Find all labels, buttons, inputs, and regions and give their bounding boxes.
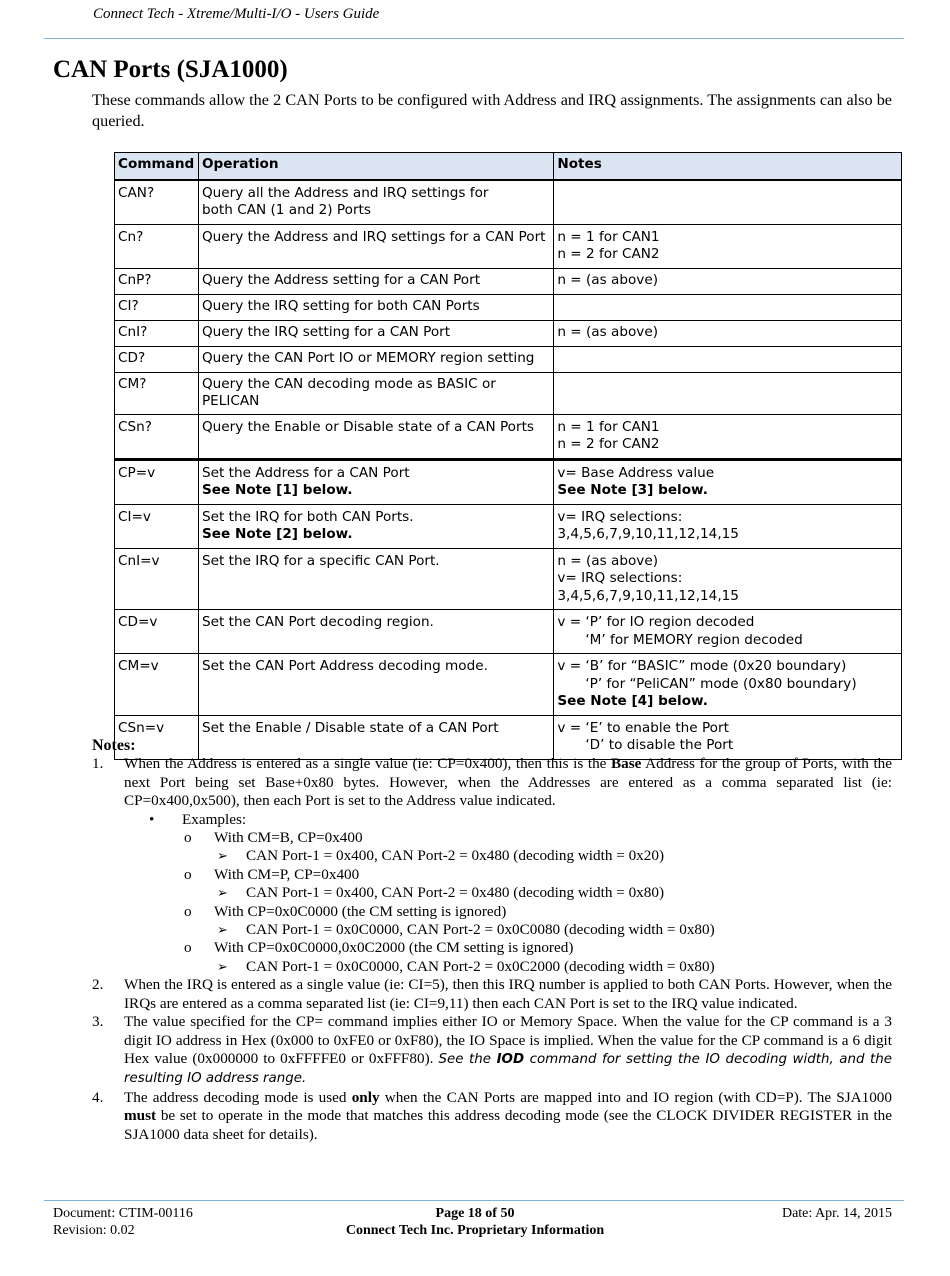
operation-cell [198, 654, 553, 716]
notes-line: v = ‘B’ for “BASIC” mode (0x20 boundary) [557, 658, 847, 674]
table-row [115, 654, 902, 716]
circle-bullet-icon: o [184, 939, 192, 957]
command-cell: CD? [115, 346, 199, 372]
circle-bullet-icon: o [184, 829, 192, 847]
operation-line: both CAN (1 and 2) Ports [201, 202, 371, 218]
revision: Revision: 0.02 [53, 1223, 135, 1238]
table-row [115, 320, 902, 346]
arrow-bullet-icon: ➢ [217, 922, 228, 938]
notes-cell [554, 224, 902, 268]
operation-line: Query the Address and IRQ settings for a CAN Port [201, 228, 546, 245]
note-number: 3. [92, 1013, 104, 1031]
note-bold-text: only [351, 1088, 380, 1106]
column-header-command: Command [115, 153, 199, 180]
operation-cell [198, 224, 553, 268]
operation-cell [198, 268, 553, 294]
bullet-text: Examples: [182, 810, 247, 828]
table-row [115, 224, 902, 268]
table-row [115, 504, 902, 548]
note-number: 4. [92, 1088, 104, 1106]
operation-line: Query the Address setting for a CAN Port [201, 271, 481, 288]
notes-line: v = ‘E’ to enable the Port [557, 719, 729, 736]
notes-line: n = 2 for CAN2 [557, 436, 660, 452]
notes-line: ‘P’ for “PeliCAN” mode (0x80 boundary) [585, 675, 857, 692]
notes-cell [554, 610, 902, 654]
example-result [92, 847, 892, 865]
command-cell: CI? [115, 294, 199, 320]
table-row [115, 459, 902, 504]
notes-line: n = 2 for CAN2 [557, 246, 660, 262]
note-text: When the Address is entered as a single value (ie: CP=0x400), then this is the [124, 755, 612, 773]
notes-line: n = (as above) [557, 271, 659, 288]
notes-line: n = 1 for CAN1 [557, 418, 660, 435]
section-intro: These commands allow the 2 CAN Ports to be configured with Address and IRQ assignments. The assignments can also be queried. [92, 91, 892, 130]
footer-divider [44, 1200, 904, 1201]
command-cell: CM? [115, 372, 199, 414]
operation-cell [198, 320, 553, 346]
note-text: Address for the group of Ports, with the next Port being set Base+0x80 bytes. However, when the Addresses are entered as a comma separated list (ie: CP=0x400,0x500), then each Port is set to the Address value indicated. [124, 755, 892, 810]
examples-bullet [92, 811, 892, 829]
notes-line: v = ‘P’ for IO region decoded [557, 614, 755, 630]
notes-cell [554, 346, 902, 372]
example-setting: With CP=0x0C0000 (the CM setting is ignored) [214, 902, 507, 920]
table-row [115, 610, 902, 654]
column-header-notes: Notes [554, 153, 902, 180]
example-item [92, 866, 892, 884]
column-header-operation: Operation [198, 153, 553, 180]
notes-section [92, 737, 892, 1144]
notes-line: ‘M’ for MEMORY region decoded [585, 631, 803, 648]
footer-date: Date: Apr. 14, 2015 [781, 1206, 892, 1221]
command-cell: CSn? [115, 414, 199, 459]
operation-cell [198, 346, 553, 372]
notes-cell [554, 459, 902, 504]
notes-heading: Notes: [92, 737, 136, 754]
table-body [115, 180, 902, 760]
command-cell: Cn? [115, 224, 199, 268]
circle-bullet-icon: o [184, 865, 192, 883]
notes-cell [554, 504, 902, 548]
arrow-bullet-icon: ➢ [217, 848, 228, 864]
note-bold-text: must [124, 1107, 157, 1125]
command-cell: CI=v [115, 504, 199, 548]
example-result-text: CAN Port-1 = 0x0C0000, CAN Port-2 = 0x0C0080 (decoding width = 0x80) [246, 921, 715, 939]
table-row [115, 346, 902, 372]
note-2 [92, 976, 892, 1013]
command-cell: CnI? [115, 320, 199, 346]
notes-cell [554, 180, 902, 225]
example-setting: With CP=0x0C0000,0x0C2000 (the CM setting is ignored) [214, 939, 574, 957]
note-text: When the IRQ is entered as a single value (ie: CI=5), then this IRQ number is applied to both CAN Ports. However, when the IRQs are entered as a comma separated list (ie: CI=9,11) then each CAN Port is set to the IRQ value indicated. [124, 976, 892, 1012]
operation-line: Set the CAN Port Address decoding mode. [201, 658, 488, 674]
table-row [115, 372, 902, 414]
operation-line: Query the Enable or Disable state of a CAN Ports [201, 418, 534, 435]
operation-line: Set the IRQ for both CAN Ports. [201, 508, 414, 525]
operation-line: Set the CAN Port decoding region. [201, 614, 434, 630]
note-3 [92, 1013, 892, 1089]
operation-line: Query all the Address and IRQ settings for [201, 184, 489, 201]
operation-note-ref: See Note [2] below. [201, 526, 353, 542]
example-item [92, 939, 892, 957]
operation-cell [198, 180, 553, 225]
command-cell: CnI=v [115, 548, 199, 610]
section-title: CAN Ports (SJA1000) [53, 56, 288, 83]
note-4 [92, 1089, 892, 1144]
operation-line: Set the Address for a CAN Port [201, 464, 410, 481]
note-number: 1. [92, 755, 104, 773]
table-row [115, 414, 902, 459]
example-item [92, 829, 892, 847]
operation-cell [198, 372, 553, 414]
operation-line: Set the Enable / Disable state of a CAN Port [201, 719, 499, 736]
table-header-row [115, 153, 902, 180]
note-number: 2. [92, 976, 104, 994]
operation-line: Query the CAN decoding mode as BASIC or PELICAN [201, 375, 496, 409]
example-result [92, 921, 892, 939]
notes-cell [554, 548, 902, 610]
note-bold-text: Base [611, 755, 642, 773]
note-text: The value specified for the CP= command implies either IO or Memory Space. When the value for the CP command is a 3 digit IO address in Hex (0x000 to 0xFE0 or 0xF80), the IO Space is implied. When the value for the CP command is a 6 digit Hex value (0x000000 to 0xFFFFE0 or 0xFFF80). [124, 1013, 892, 1067]
notes-cell [554, 414, 902, 459]
operation-cell [198, 548, 553, 610]
notes-line: ‘D’ to disable the Port [585, 737, 734, 753]
note-text: when the CAN Ports are mapped into and IO region (with CD=P). The SJA1000 [379, 1088, 892, 1106]
notes-line: v= IRQ selections: [557, 508, 683, 525]
notes-cell [554, 320, 902, 346]
running-header: Connect Tech - Xtreme/Multi-I/O - Users Guide [93, 6, 380, 22]
notes-line: n = (as above) [557, 323, 659, 340]
table-row [115, 268, 902, 294]
proprietary-notice: Connect Tech Inc. Proprietary Information [345, 1223, 605, 1238]
example-result-text: CAN Port-1 = 0x400, CAN Port-2 = 0x480 (decoding width = 0x20) [246, 847, 665, 865]
notes-line: 3,4,5,6,7,9,10,11,12,14,15 [557, 587, 739, 604]
notes-cell [554, 372, 902, 414]
operation-note-ref: See Note [1] below. [201, 482, 353, 498]
example-result-text: CAN Port-1 = 0x0C0000, CAN Port-2 = 0x0C2000 (decoding width = 0x80) [246, 957, 715, 975]
notes-cell [554, 294, 902, 320]
can-commands-table [114, 152, 902, 760]
operation-line: Query the CAN Port IO or MEMORY region setting [201, 349, 535, 366]
example-setting: With CM=B, CP=0x400 [214, 829, 363, 847]
note-1 [92, 755, 892, 810]
header-divider [44, 38, 904, 39]
operation-cell [198, 459, 553, 504]
note-text: be set to operate in the mode that matches this address decoding mode (see the CLOCK DIVIDER REGISTER in the SJA1000 data sheet for details). [124, 1107, 892, 1143]
notes-line: 3,4,5,6,7,9,10,11,12,14,15 [557, 526, 739, 542]
document-id: Document: CTIM-00116 [53, 1206, 193, 1221]
command-cell: CP=v [115, 459, 199, 504]
notes-cell [554, 268, 902, 294]
notes-line: v= IRQ selections: [557, 570, 683, 586]
note-text: The address decoding mode is used [124, 1088, 352, 1106]
arrow-bullet-icon: ➢ [217, 885, 228, 901]
example-result [92, 958, 892, 976]
example-result [92, 884, 892, 902]
operation-line: Set the IRQ for a specific CAN Port. [201, 552, 440, 569]
operation-line: Query the IRQ setting for both CAN Ports [201, 297, 480, 314]
command-cell: CAN? [115, 180, 199, 225]
example-item [92, 903, 892, 921]
table-row [115, 548, 902, 610]
examples-list [92, 829, 892, 976]
operation-cell [198, 414, 553, 459]
notes-cell [554, 654, 902, 716]
operation-cell [198, 294, 553, 320]
command-cell: CSn=v [115, 715, 199, 759]
operation-cell [198, 610, 553, 654]
bullet-icon: • [149, 810, 155, 828]
notes-line: n = 1 for CAN1 [557, 228, 660, 245]
arrow-bullet-icon: ➢ [217, 958, 228, 974]
command-cell: CD=v [115, 610, 199, 654]
operation-line: Query the IRQ setting for a CAN Port [201, 323, 451, 340]
note-italic-text: See the IOD command for setting the IO decoding width, and the resulting IO address range. [124, 1051, 892, 1087]
command-cell: CnP? [115, 268, 199, 294]
example-setting: With CM=P, CP=0x400 [214, 865, 360, 883]
operation-cell [198, 504, 553, 548]
notes-line: n = (as above) [557, 552, 659, 569]
circle-bullet-icon: o [184, 902, 192, 920]
page-number: Page 18 of 50 [435, 1206, 515, 1221]
notes-line: v= Base Address value [557, 464, 715, 481]
notes-note-ref: See Note [3] below. [557, 482, 708, 498]
example-result-text: CAN Port-1 = 0x400, CAN Port-2 = 0x480 (decoding width = 0x80) [246, 884, 665, 902]
table-row [115, 180, 902, 225]
table-row [115, 294, 902, 320]
notes-note-ref: See Note [4] below. [557, 693, 708, 709]
command-cell: CM=v [115, 654, 199, 716]
